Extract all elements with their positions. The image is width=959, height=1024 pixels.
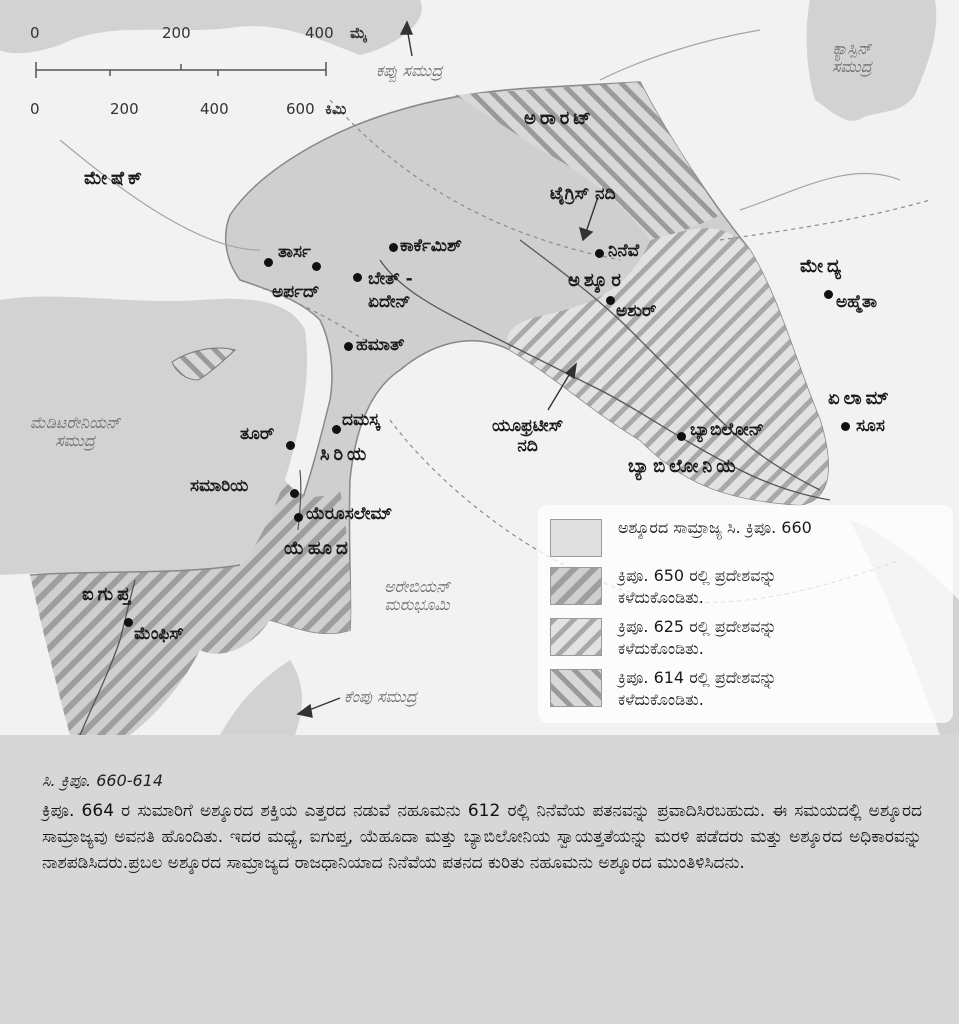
region-babylonia: ಬ್ಯಾಬಿಲೋನಿಯ — [628, 456, 740, 477]
scale-top-tick-400: 400 — [305, 24, 334, 42]
city-ecbatana: ಅಹ್ಮೆತಾ — [836, 292, 877, 312]
city-dot-hamath — [344, 342, 353, 351]
legend-swatch-614 — [550, 669, 602, 707]
city-dot-damascus — [332, 425, 341, 434]
tigris-label: ಟೈಗ್ರಿಸ್ ನದಿ — [550, 184, 616, 204]
scale-bottom-tick-600: 600 — [286, 100, 315, 118]
legend — [538, 505, 953, 723]
mediterranean-label: ಮೆಡಿಟರೇನಿಯನ್ ಸಮುದ್ರ — [30, 413, 121, 451]
city-dot-babylon — [677, 432, 686, 441]
region-assyria: ಅಶ್ಶೂರ — [568, 270, 625, 291]
legend-text-650: ಕ್ರಿಪೂ. 650 ರಲ್ಲಿ ಪ್ರದೇಶವನ್ನು ಕಳೆದುಕೊಂಡಿತು. — [618, 566, 777, 608]
arabian-desert-label: ಅರೇಬಿಯನ್ ಮರುಭೂಮಿ — [384, 577, 451, 615]
caspian-sea-label: ಕ್ಯಾಸ್ಪಿನ್ ಸಮುದ್ರ — [832, 39, 872, 77]
city-dot-carchemish — [389, 243, 398, 252]
scale-top-tick-0: 0 — [30, 24, 40, 42]
city-hamath: ಹಮಾತ್ — [356, 335, 405, 355]
scale-bottom-tick-200: 200 — [110, 100, 139, 118]
city-damascus: ದಮಸ್ಕ — [342, 410, 380, 430]
region-judah: ಯೆಹೂದ — [284, 538, 352, 559]
city-dot-samaria — [290, 489, 299, 498]
legend-text-625: ಕ್ರಿಪೂ. 625 ರಲ್ಲಿ ಪ್ರದೇಶವನ್ನು ಕಳೆದುಕೊಂಡಿತು. — [618, 617, 777, 659]
city-susa: ಸೂಸ — [856, 416, 885, 436]
region-syria: ಸಿರಿಯ — [320, 444, 371, 465]
city-beth-eden: ಬೇತ್ - ಏದೇನ್ — [368, 269, 413, 312]
city-dot-tyre — [286, 441, 295, 450]
legend-swatch-empire — [550, 519, 602, 557]
city-memphis: ಮೆಂಫಿಸ್ — [134, 624, 184, 644]
scale-bar — [36, 62, 326, 78]
scale-top-tick-200: 200 — [162, 24, 191, 42]
region-meshech: ಮೇಷೆಕ್ — [84, 168, 146, 189]
region-media: ಮೇದ್ಯ — [800, 256, 846, 277]
black-sea-label: ಕಪ್ಪು ಸಮುದ್ರ — [376, 61, 443, 80]
city-tyre: ತೂರ್ — [240, 424, 275, 444]
city-nineveh: ನಿನೆವೆ — [608, 241, 640, 261]
city-dot-ecbatana — [824, 290, 833, 299]
city-dot-beth-eden — [353, 273, 362, 282]
red-sea-label: ಕೆಂಪು ಸಮುದ್ರ — [344, 687, 417, 706]
legend-text-614: ಕ್ರಿಪೂ. 614 ರಲ್ಲಿ ಪ್ರದೇಶವನ್ನು ಕಳೆದುಕೊಂಡಿತು. — [618, 668, 777, 710]
scale-top-unit: ಮೈ — [350, 24, 368, 42]
caption-body: ಕ್ರಿಪೂ. 664 ರ ಸುಮಾರಿಗೆ ಅಶ್ಶೂರದ ಶಕ್ತಿಯ ಎತ್ತರದ ನಡುವೆ ನಹೂಮನು 612 ರಲ್ಲಿ ನಿನೆವೆಯ ಪತನವನ್ನು ಪ್ರವಾದಿಸಿರಬಹುದು. ಈ ಸಮಯದಲ್ಲಿ ಅಶ್ಶೂರದ ಸಾಮ್ರಾಜ್ಯವು ಅವನತಿ ಹೊಂದಿತು. ಇದರ ಮಧ್ಯೆ, ಐಗುಪ್ತ, ಯೆಹೂದಾ ಮತ್ತು ಬ್ಯಾಬಿಲೋನಿಯ ಸ್ವಾಯತ್ತತೆಯನ್ನು ಮರಳಿ ಪಡೆದರು ಮತ್ತು ಅಶ್ಶೂರದ ಅಧಿಕಾರವನ್ನು ನಾಶಪಡಿಸಿದರು.ಪ್ರಬಲ ಅಶ್ಶೂರದ ಸಾಮ್ರಾಜ್ಯದ ರಾಜಧಾನಿಯಾದ ನಿನೆವೆಯ ಪತನದ ಕುರಿತು ನಹೂಮನು ಅಶ್ಶೂರದ ಮುಂತಿಳಿಸಿದನು. — [42, 801, 922, 873]
euphrates-label: ಯೂಫ್ರಟೀಸ್ ನದಿ — [492, 416, 564, 457]
city-samaria: ಸಮಾರಿಯ — [190, 476, 249, 496]
city-dot-ashur — [606, 296, 615, 305]
scale-bottom-tick-0: 0 — [30, 100, 40, 118]
city-dot-tarsus — [264, 258, 273, 267]
city-arpad: ಅರ್ಪದ್ — [272, 282, 320, 302]
legend-text-empire: ಅಶ್ಶೂರದ ಸಾಮ್ರಾಜ್ಯ ಸಿ. ಕ್ರಿಪೂ. 660 — [618, 518, 812, 537]
region-egypt: ಐಗುಪ್ತ — [82, 584, 135, 605]
city-dot-susa — [841, 422, 850, 431]
city-carchemish: ಕಾರ್ಕೆಮಿಶ್ — [400, 236, 462, 256]
city-ashur: ಅಶುರ್ — [616, 301, 657, 321]
city-tarsus: ತಾರ್ಸ — [278, 242, 311, 262]
red-sea — [220, 660, 302, 735]
city-dot-nineveh — [595, 249, 604, 258]
city-jerusalem: ಯೆರೂಸಲೇಮ್ — [306, 504, 393, 524]
legend-swatch-625 — [550, 618, 602, 656]
region-ararat: ಅರಾರಟ್ — [524, 108, 595, 129]
caption-date: ಸಿ. ಕ್ರಿಪೂ. 660-614 — [42, 771, 164, 790]
city-babylon: ಬ್ಯಾಬಿಲೋನ್ — [690, 420, 764, 440]
city-dot-memphis — [124, 618, 133, 627]
legend-swatch-650 — [550, 567, 602, 605]
region-elam: ಏಲಾಮ್ — [828, 388, 893, 409]
caption-panel — [0, 735, 959, 1024]
city-dot-arpad — [312, 262, 321, 271]
scale-bottom-unit: ಕಿಮಿ — [325, 100, 347, 118]
scale-bottom-tick-400: 400 — [200, 100, 229, 118]
city-dot-jerusalem — [294, 513, 303, 522]
